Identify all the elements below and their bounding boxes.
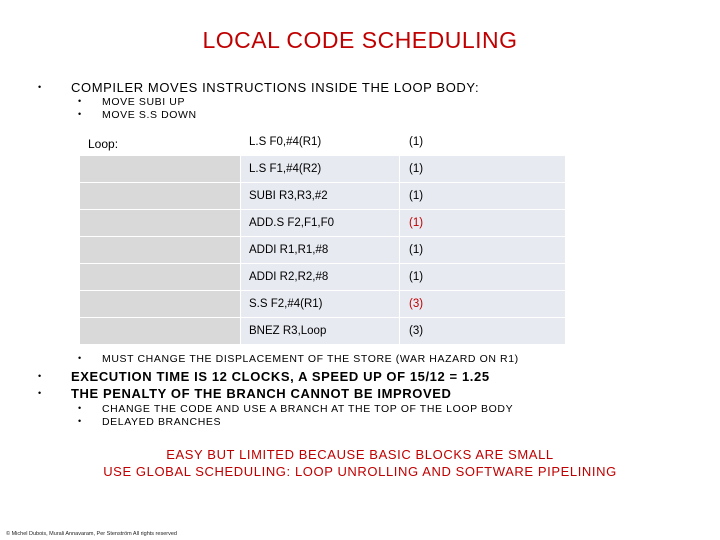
cycle-cell: (1) bbox=[400, 264, 566, 291]
bullet-dot: • bbox=[78, 353, 82, 363]
table-row bbox=[80, 183, 566, 210]
bullet-dot: • bbox=[78, 416, 82, 426]
instruction-cell: L.S F1,#4(R2) bbox=[241, 156, 400, 183]
instruction-cell: ADDI R1,R1,#8 bbox=[241, 237, 400, 264]
bullet-text: MOVE SUBI UP bbox=[102, 96, 186, 108]
bullet-text: MOVE S.S DOWN bbox=[102, 109, 197, 121]
bullet-execution-time bbox=[38, 369, 490, 384]
table-row bbox=[80, 318, 566, 345]
loop-label: Loop: bbox=[88, 137, 119, 151]
label-cell bbox=[80, 210, 241, 237]
conclusion-line-1: EASY BUT LIMITED BECAUSE BASIC BLOCKS ARE SMALL bbox=[166, 447, 554, 462]
sub-bullet-subi bbox=[78, 96, 185, 108]
label-cell bbox=[80, 237, 241, 264]
instruction-cell: S.S F2,#4(R1) bbox=[241, 291, 400, 318]
schedule-table bbox=[79, 128, 566, 345]
table-row bbox=[80, 237, 566, 264]
table-row bbox=[80, 264, 566, 291]
bullet-compiler-moves bbox=[38, 80, 479, 95]
bullet-text: EXECUTION TIME IS 12 CLOCKS, A SPEED UP OF 15/12 = 1.25 bbox=[71, 369, 490, 384]
label-cell bbox=[80, 183, 241, 210]
copyright-footer: © Michel Dubois, Murali Annavaram, Per Stenström All rights reserved bbox=[6, 531, 177, 537]
sub-bullet-delayed bbox=[78, 416, 221, 428]
label-cell bbox=[80, 291, 241, 318]
cycle-cell: (1) bbox=[400, 156, 566, 183]
cycle-cell: (3) bbox=[400, 291, 566, 318]
instruction-cell: L.S F0,#4(R1) bbox=[241, 129, 400, 156]
bullet-dot: • bbox=[78, 403, 82, 413]
bullet-text: CHANGE THE CODE AND USE A BRANCH AT THE TOP OF THE LOOP BODY bbox=[102, 403, 514, 415]
bullet-text: THE PENALTY OF THE BRANCH CANNOT BE IMPROVED bbox=[71, 386, 452, 401]
cycle-cell: (3) bbox=[400, 318, 566, 345]
bullet-text: COMPILER MOVES INSTRUCTIONS INSIDE THE LOOP BODY: bbox=[71, 80, 480, 95]
bullet-dot: • bbox=[78, 109, 82, 119]
cycle-cell: (1) bbox=[400, 237, 566, 264]
instruction-cell: ADDI R2,R2,#8 bbox=[241, 264, 400, 291]
slide-title: LOCAL CODE SCHEDULING bbox=[202, 27, 518, 53]
bullet-text: MUST CHANGE THE DISPLACEMENT OF THE STORE (WAR HAZARD ON R1) bbox=[102, 353, 519, 365]
instruction-cell: ADD.S F2,F1,F0 bbox=[241, 210, 400, 237]
cycle-cell: (1) bbox=[400, 183, 566, 210]
sub-bullet-change-code bbox=[78, 403, 513, 415]
instruction-cell: BNEZ R3,Loop bbox=[241, 318, 400, 345]
table-row bbox=[80, 156, 566, 183]
label-cell bbox=[80, 264, 241, 291]
bullet-branch-penalty bbox=[38, 386, 452, 401]
table-row bbox=[80, 129, 566, 156]
cycle-cell: (1) bbox=[400, 129, 566, 156]
table-row bbox=[80, 210, 566, 237]
sub-bullet-displacement bbox=[78, 353, 519, 365]
table-row bbox=[80, 291, 566, 318]
bullet-text: DELAYED BRANCHES bbox=[102, 416, 222, 428]
bullet-dot: • bbox=[38, 82, 42, 92]
bullet-dot: • bbox=[38, 371, 42, 381]
conclusion-line-2: USE GLOBAL SCHEDULING: LOOP UNROLLING AND SOFTWARE PIPELINING bbox=[103, 464, 617, 479]
cycle-cell: (1) bbox=[400, 210, 566, 237]
label-cell bbox=[80, 318, 241, 345]
sub-bullet-ss bbox=[78, 109, 197, 121]
label-cell bbox=[80, 156, 241, 183]
bullet-dot: • bbox=[78, 96, 82, 106]
bullet-dot: • bbox=[38, 388, 42, 398]
instruction-cell: SUBI R3,R3,#2 bbox=[241, 183, 400, 210]
